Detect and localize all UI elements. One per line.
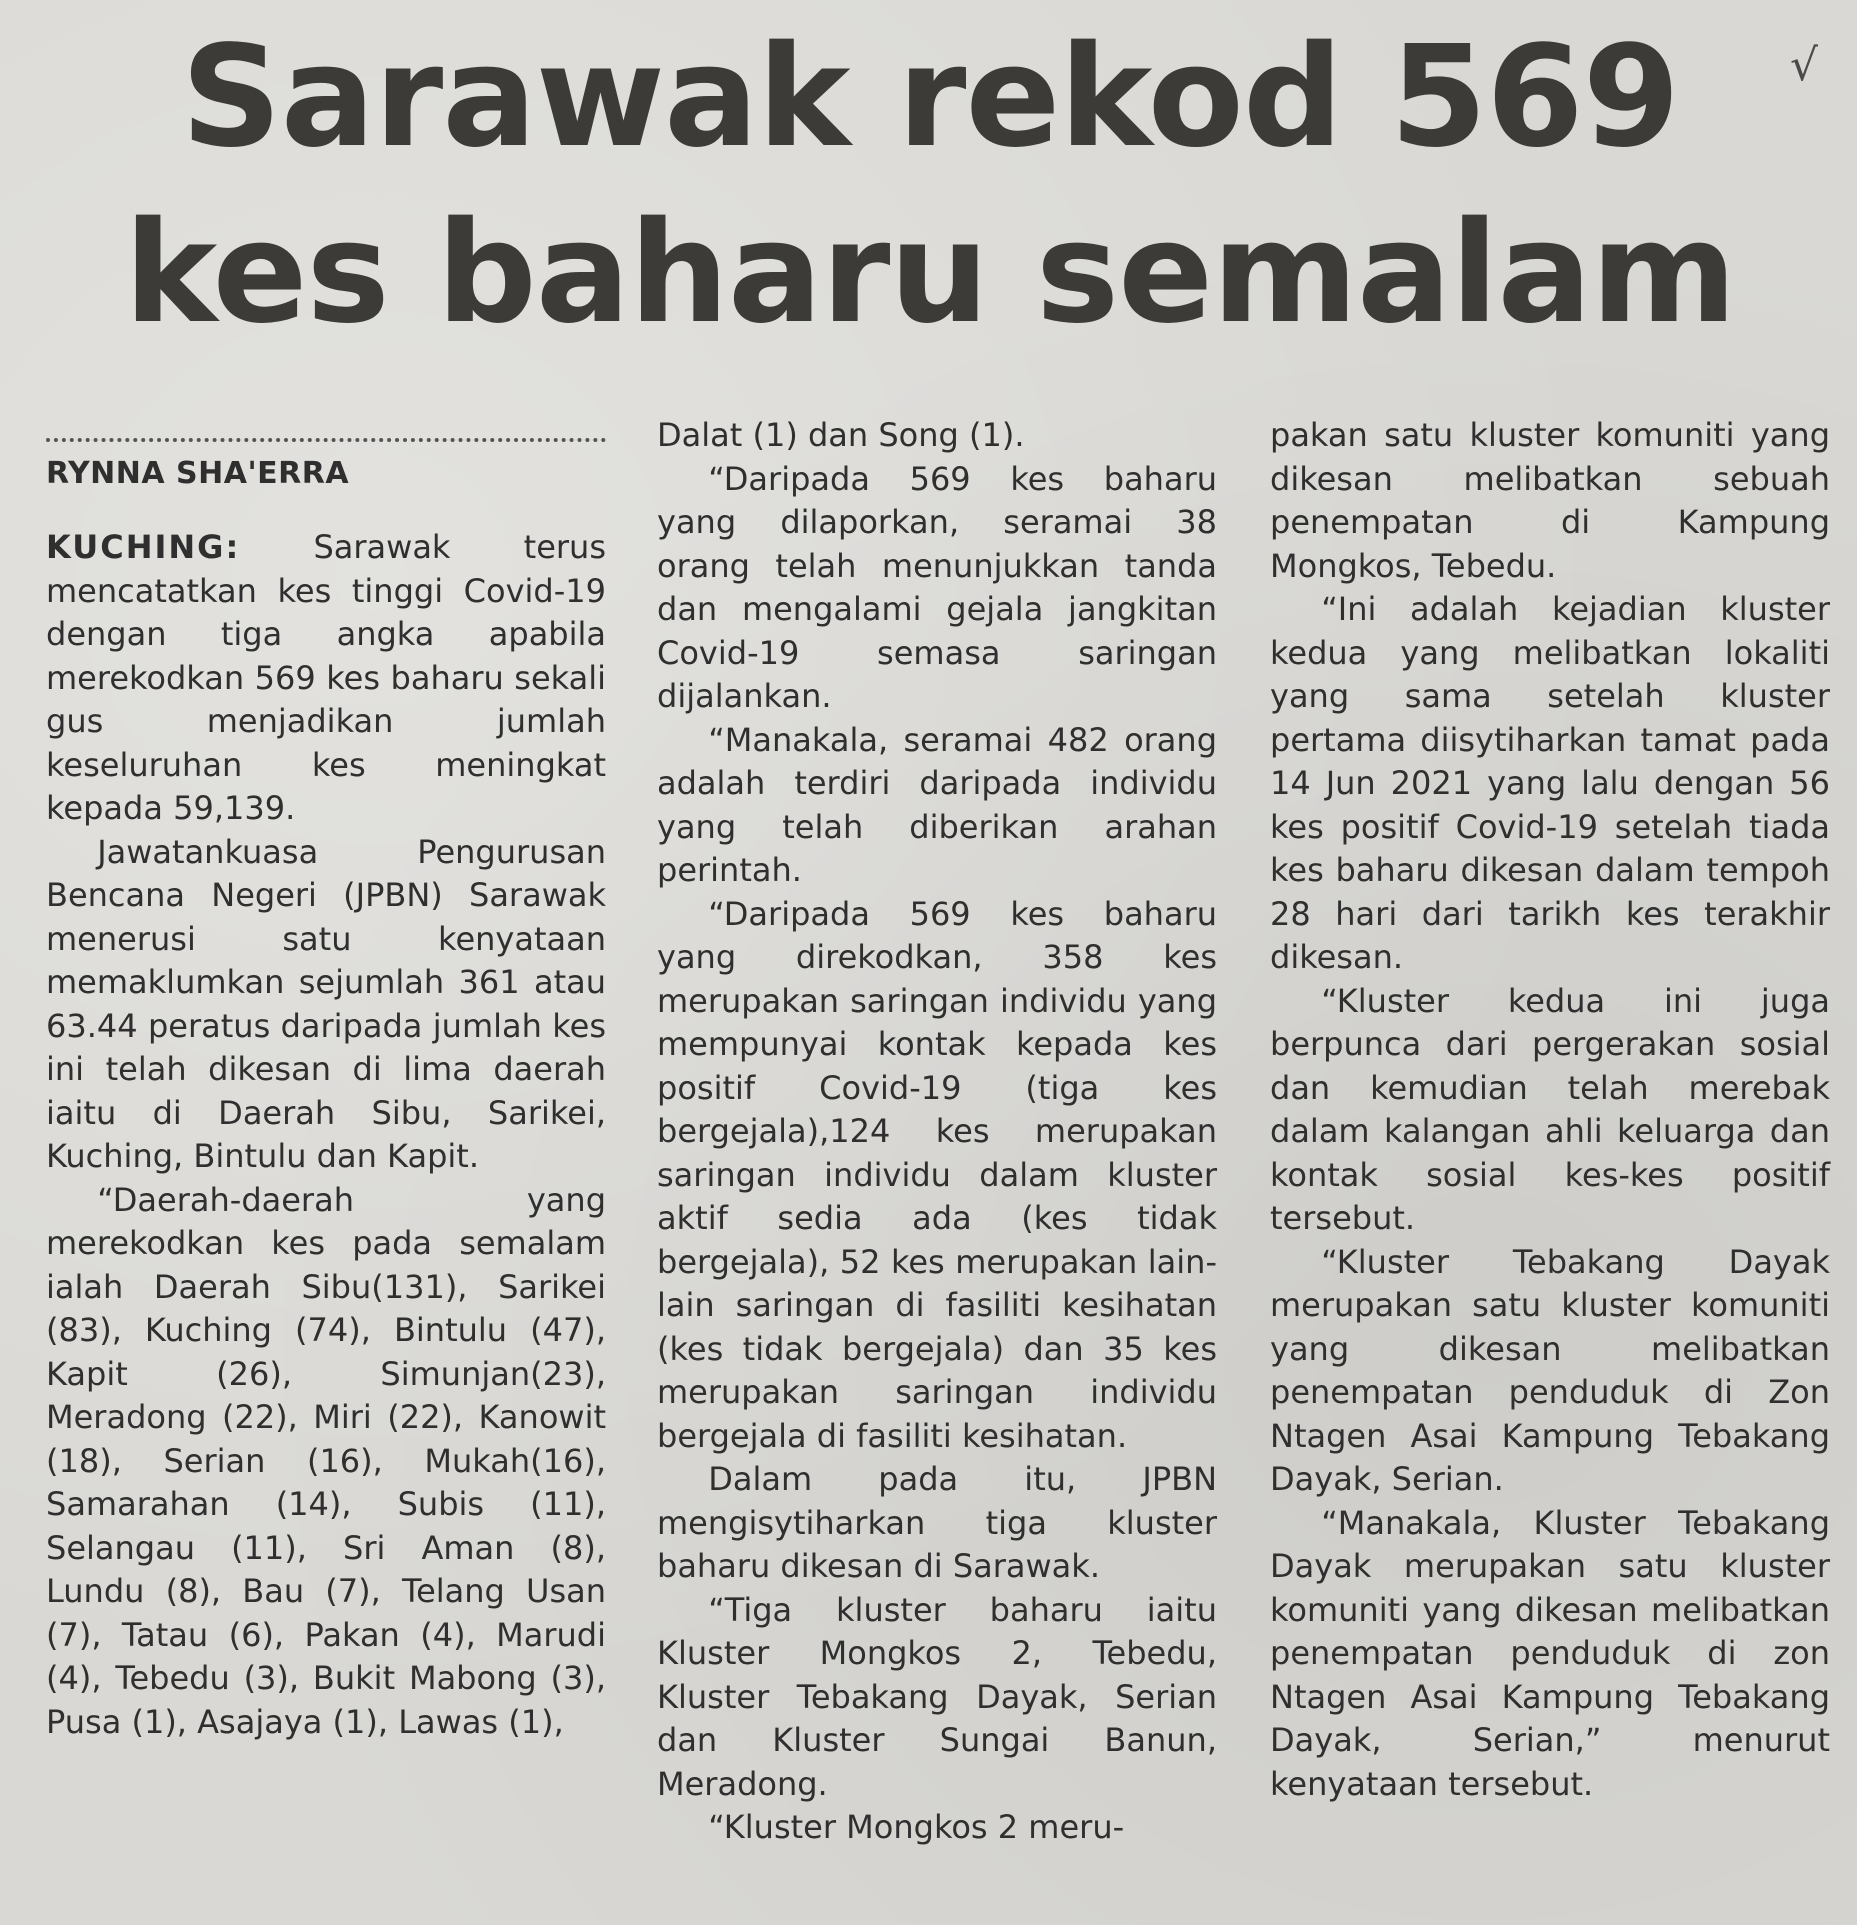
paragraph: “Daripada 569 kes baharu yang direkodkan, 358 kes merupakan saringan individu yang mempunyai kontak kepada kes positif Covid-19 (tiga kes bergejala),124 kes merupakan saringan individu dalam kluster aktif sedia ada (kes tidak bergejala), 52 kes merupakan lain-lain saringan di fasiliti kesihatan (kes tidak bergejala) dan 35 kes merupakan saringan individu bergejala di fasiliti kesihatan. <box>657 894 1217 1455</box>
paragraph: Dalam pada itu, JPBN mengisytiharkan tiga kluster baharu dikesan di Sarawak. <box>657 1460 1217 1585</box>
handwritten-tick-mark: √ <box>1790 40 1819 91</box>
lead-text: Sarawak terus mencatatkan kes tinggi Covid-19 dengan tiga angka apabila merekodkan 569 kes baharu sekali gus menjadikan jumlah keseluruhan kes meningkat kepada 59,139. <box>46 528 607 827</box>
paragraph: “Kluster kedua ini juga berpunca dari pergerakan sosial dan kemudian telah merebak dalam kalangan ahli keluarga dan kontak sosial kes-kes positif tersebut. <box>1270 981 1830 1237</box>
article-column-1 <box>46 414 606 1744</box>
headline-line-2: kes baharu semalam <box>124 192 1736 355</box>
byline-divider <box>46 438 606 442</box>
paragraph: “Daerah-daerah yang merekodkan kes pada semalam ialah Daerah Sibu(131), Sarikei (83), Kuching (74), Bintulu (47), Kapit (26), Simunjan(23), Meradong (22), Miri (22), Kanowit (18), Serian (16), Mukah(16), Samarahan (14), Subis (11), Selangau (11), Sri Aman (8), Lundu (8), Bau (7), Telang Usan (7), Tatau (6), Pakan (4), Marudi (4), Tebedu (3), Bukit Mabong (3), Pusa (1), Asajaya (1), Lawas (1), <box>46 1180 606 1741</box>
headline-line-1: Sarawak rekod 569 <box>180 16 1680 179</box>
paragraph: “Kluster Mongkos 2 meru- <box>708 1808 1125 1846</box>
paragraph: “Manakala, Kluster Tebakang Dayak merupakan satu kluster komuniti yang dikesan melibatkan penempatan penduduk di zon Ntagen Asai Kampung Tebakang Dayak, Serian,” menurut kenyataan tersebut. <box>1270 1503 1830 1803</box>
paragraph: pakan satu kluster komuniti yang dikesan melibatkan sebuah penempatan di Kampung Mongkos, Tebedu. <box>1270 416 1830 585</box>
paragraph: “Ini adalah kejadian kluster kedua yang melibatkan lokaliti yang sama setelah kluster pertama diisytiharkan tamat pada 14 Jun 2021 yang lalu dengan 56 kes positif Covid-19 setelah tiada kes baharu dikesan dalam tempoh 28 hari dari tarikh kes terakhir dikesan. <box>1270 590 1830 976</box>
article-column-2 <box>657 414 1217 1850</box>
paragraph: Jawatankuasa Pengurusan Bencana Negeri (JPBN) Sarawak menerusi satu kenyataan memaklumkan sejumlah 361 atau 63.44 peratus daripada jumlah kes ini telah dikesan di lima daerah iaitu di Daerah Sibu, Sarikei, Kuching, Bintulu dan Kapit. <box>46 832 606 1175</box>
article-column-3 <box>1270 414 1830 1806</box>
byline: RYNNA SHA'ERRA <box>46 456 350 491</box>
headline <box>40 10 1820 362</box>
paragraph: “Kluster Tebakang Dayak merupakan satu kluster komuniti yang dikesan melibatkan penempatan penduduk di Zon Ntagen Asai Kampung Tebakang Dayak, Serian. <box>1270 1242 1830 1498</box>
paragraph: “Daripada 569 kes baharu yang dilaporkan, seramai 38 orang telah menunjukkan tanda dan mengalami gejala jangkitan Covid-19 semasa saringan dijalankan. <box>657 459 1217 715</box>
lead-paragraph <box>46 526 606 831</box>
dateline: KUCHING: <box>46 528 241 566</box>
paragraph: Dalat (1) dan Song (1). <box>657 416 1025 454</box>
paragraph: “Tiga kluster baharu iaitu Kluster Mongkos 2, Tebedu, Kluster Tebakang Dayak, Serian dan Kluster Sungai Banun, Meradong. <box>657 1590 1217 1803</box>
paragraph: “Manakala, seramai 482 orang adalah terdiri daripada individu yang telah diberikan arahan perintah. <box>657 720 1217 889</box>
